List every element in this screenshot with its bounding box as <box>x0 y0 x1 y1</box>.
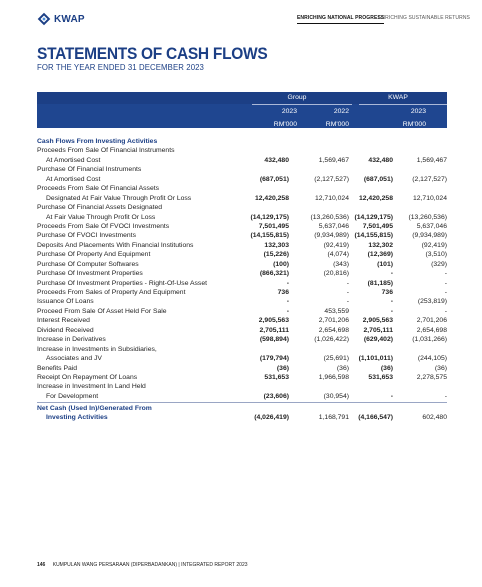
table-row <box>37 364 447 373</box>
table-group-header <box>37 92 447 104</box>
row-label: Proceeds From Sale Of Financial Assets <box>37 185 160 193</box>
row-label: Issuance Of Loans <box>37 298 94 306</box>
total-row <box>37 404 447 413</box>
row-value: 453,559 <box>324 307 349 315</box>
table-row <box>37 392 447 401</box>
table-row <box>37 279 447 288</box>
row-label: Designated At Fair Value Through Profit Or Loss <box>46 194 192 202</box>
row-value: 736 <box>381 289 393 296</box>
row-value: (14,129,175) <box>250 213 289 221</box>
col-unit: RM'000 <box>402 121 426 128</box>
row-value: (36) <box>336 364 349 372</box>
row-value: (9,934,989) <box>412 232 447 240</box>
row-label: At Amortised Cost <box>46 175 101 183</box>
table-row <box>37 345 447 354</box>
kwap-divider <box>359 104 447 105</box>
cash-flow-table <box>37 137 447 423</box>
row-value: 2,705,111 <box>259 326 289 334</box>
row-value: (12,369) <box>367 251 393 259</box>
row-value: (329) <box>431 260 447 268</box>
col-year: 2023 <box>410 108 426 115</box>
table-row <box>37 354 447 363</box>
row-value: 602,480 <box>422 414 447 422</box>
row-value: (36) <box>276 364 289 372</box>
row-label: Proceeds From Sale Of Financial Instruments <box>37 147 175 155</box>
row-value: 5,637,046 <box>416 222 447 230</box>
row-label: Proceed From Sale Of Asset Held For Sale <box>37 307 167 315</box>
row-value: 2,705,111 <box>363 326 393 334</box>
row-value: 12,710,024 <box>412 194 447 202</box>
col-kwap-2022 <box>437 107 482 129</box>
row-value: - <box>390 298 393 306</box>
row-label: Purchase Of Investment Properties <box>37 270 143 278</box>
row-value: (1,101,011) <box>358 355 393 363</box>
table-row <box>37 165 447 174</box>
col-year: 2022 <box>466 108 482 115</box>
row-value: 132,302 <box>368 241 393 249</box>
row-value: 432,480 <box>368 156 393 164</box>
row-label: Purchase Of Property And Equipment <box>37 251 151 259</box>
kwap-label: KWAP <box>388 94 408 101</box>
page-subtitle: FOR THE YEAR ENDED 31 DECEMBER 2023 <box>37 63 204 72</box>
row-value: - <box>390 392 393 400</box>
footer-text: KUMPULAN WANG PERSARAAN (DIPERBADANKAN) | INTEGRATED REPORT 2023 <box>52 562 248 568</box>
row-label: Associates and JV <box>46 355 102 363</box>
table-row <box>37 213 447 222</box>
table-column-header <box>37 104 482 128</box>
row-label: At Fair Value Through Profit Or Loss <box>46 213 156 221</box>
total-row <box>37 413 447 422</box>
row-value: (36) <box>434 364 447 372</box>
table-row <box>37 335 447 344</box>
col-kwap-2023 <box>381 107 426 129</box>
table-row <box>37 382 447 391</box>
row-value: (81,185) <box>367 279 393 287</box>
table-row <box>37 373 447 382</box>
table-row <box>37 184 447 193</box>
row-value: (598,894) <box>259 336 289 344</box>
col-unit: RM'000 <box>325 121 349 128</box>
row-value: 1,569,467 <box>416 156 447 164</box>
tagline-national: ENRICHING NATIONAL PROGRESS <box>297 15 384 24</box>
row-value: 2,701,206 <box>416 317 447 325</box>
row-value: (244,105) <box>417 355 447 363</box>
row-value: 2,278,575 <box>416 373 447 381</box>
row-value: 12,420,258 <box>254 194 289 202</box>
row-label: Proceeds From Sale Of FVOCI Investments <box>37 222 170 230</box>
tagline-sustainable: ENRICHING SUSTAINABLE RETURNS <box>378 15 470 21</box>
row-value: - <box>444 279 447 287</box>
row-value: 1,569,467 <box>318 156 349 164</box>
row-value: (1,031,266) <box>412 336 447 344</box>
row-value: 2,905,563 <box>362 317 393 325</box>
row-value: 736 <box>277 289 289 296</box>
page-number: 146 <box>37 562 46 568</box>
col-group-2022 <box>304 107 349 129</box>
table-row <box>37 175 447 184</box>
group-divider <box>252 104 352 105</box>
row-value: 1,966,598 <box>318 373 349 381</box>
table-row <box>37 297 447 306</box>
row-value: (2,127,527) <box>412 175 447 183</box>
row-value: 1,168,791 <box>318 414 349 422</box>
group-label: Group <box>287 94 307 101</box>
col-year: 2022 <box>333 108 349 115</box>
row-value: (1,026,422) <box>314 336 349 344</box>
table-row <box>37 269 447 278</box>
row-value: 5,637,046 <box>318 222 349 230</box>
row-value: (30,954) <box>323 392 349 400</box>
page-footer <box>37 562 248 568</box>
row-value: (92,419) <box>323 241 349 249</box>
col-group-2023 <box>252 107 297 129</box>
row-label: Benefits Paid <box>37 364 78 372</box>
row-value: 2,654,698 <box>416 326 447 334</box>
row-value: - <box>286 279 289 287</box>
row-value: (13,260,536) <box>310 213 349 221</box>
row-value: - <box>444 392 447 400</box>
row-label: Increase in Investments in Subsidiaries, <box>37 345 157 353</box>
row-value: - <box>346 279 349 287</box>
row-value: (14,129,175) <box>354 213 393 221</box>
row-label: Purchase Of Computer Softwares <box>37 260 139 268</box>
row-value: 531,653 <box>264 373 289 381</box>
row-value: (9,934,989) <box>314 232 349 240</box>
row-label: At Amortised Cost <box>46 156 101 164</box>
table-row <box>37 203 447 212</box>
table-row <box>37 260 447 269</box>
row-value: (687,051) <box>363 175 393 183</box>
row-value: (687,051) <box>259 175 289 183</box>
table-row <box>37 307 447 316</box>
table-row <box>37 316 447 325</box>
row-value: (101) <box>377 260 393 268</box>
row-label: Purchase Of Financial Assets Designated <box>37 204 163 212</box>
row-value: (4,166,547) <box>358 414 393 422</box>
row-value: 7,501,495 <box>258 222 289 230</box>
row-value: 132,303 <box>264 241 289 249</box>
row-value: 2,654,698 <box>318 326 349 334</box>
row-label: Increase in Investment In Land Held <box>37 383 146 391</box>
kwap-logo <box>37 12 85 26</box>
row-value: (343) <box>333 260 349 268</box>
col-unit: RM'000 <box>458 121 482 128</box>
row-label: Purchase Of Investment Properties - Right-Of-Use Asset <box>37 279 207 287</box>
row-label: Cash Flows From Investing Activities <box>37 138 158 145</box>
table-row <box>37 146 447 155</box>
table-row <box>37 231 447 240</box>
row-label: Deposits And Placements With Financial Institutions <box>37 241 194 249</box>
table-row <box>37 326 447 335</box>
row-label: Increase in Derivatives <box>37 336 106 344</box>
row-value: (13,260,536) <box>408 213 447 221</box>
row-value: 12,710,024 <box>314 194 349 202</box>
row-label: Purchase Of Financial Instruments <box>37 166 142 174</box>
row-value: - <box>390 307 393 315</box>
row-value: - <box>444 289 447 296</box>
table-row <box>37 250 447 259</box>
row-value: 531,653 <box>368 373 393 381</box>
section-heading <box>37 137 447 146</box>
row-value: (14,155,815) <box>250 232 289 240</box>
col-year: 2023 <box>281 108 297 115</box>
row-value: (15,226) <box>263 251 289 259</box>
row-value: - <box>286 298 289 306</box>
col-unit: RM'000 <box>273 121 297 128</box>
row-value: (25,691) <box>323 355 349 363</box>
row-value: (92,419) <box>421 241 447 249</box>
row-label: Investing Activities <box>46 414 108 422</box>
row-label: For Development <box>46 392 99 400</box>
row-value: (4,074) <box>327 251 349 259</box>
row-value: - <box>286 307 289 315</box>
row-value: 2,905,563 <box>258 317 289 325</box>
table-row <box>37 288 447 297</box>
row-label: Dividend Received <box>37 326 94 334</box>
row-value: (2,127,527) <box>314 175 349 183</box>
row-value: - <box>346 298 349 306</box>
row-label: Proceeds From Sales of Property And Equipment <box>37 289 186 296</box>
row-value: (36) <box>380 364 393 372</box>
row-value: - <box>444 307 447 315</box>
row-value: (3,510) <box>425 251 447 259</box>
table-row <box>37 156 447 165</box>
table-row <box>37 222 447 231</box>
row-label: Net Cash (Used In)/Generated From <box>37 404 152 412</box>
kwap-logo-icon <box>37 12 51 26</box>
row-value: (253,819) <box>417 298 447 306</box>
table-row <box>37 241 447 250</box>
row-value: (629,402) <box>363 336 393 344</box>
page-title: STATEMENTS OF CASH FLOWS <box>37 45 268 63</box>
row-value: (23,606) <box>263 392 289 400</box>
row-value: (100) <box>273 260 289 268</box>
row-value: (4,026,419) <box>254 414 289 422</box>
table-row <box>37 194 447 203</box>
row-label: Receipt On Repayment Of Loans <box>37 373 138 381</box>
row-label: Interest Received <box>37 317 90 325</box>
row-value: 2,701,206 <box>318 317 349 325</box>
brand-name: KWAP <box>54 13 85 25</box>
row-value: - <box>444 270 447 278</box>
row-label: Purchase Of FVOCI Investments <box>37 232 136 240</box>
row-value: - <box>390 270 393 278</box>
row-value: 7,501,495 <box>362 222 393 230</box>
row-value: (179,794) <box>259 355 289 363</box>
row-value: (866,321) <box>259 270 289 278</box>
row-value: 432,480 <box>264 156 289 164</box>
total-divider <box>37 402 447 403</box>
row-value: 12,420,258 <box>358 194 393 202</box>
row-value: (14,155,815) <box>354 232 393 240</box>
row-value: - <box>346 289 349 296</box>
row-value: (20,816) <box>323 270 349 278</box>
